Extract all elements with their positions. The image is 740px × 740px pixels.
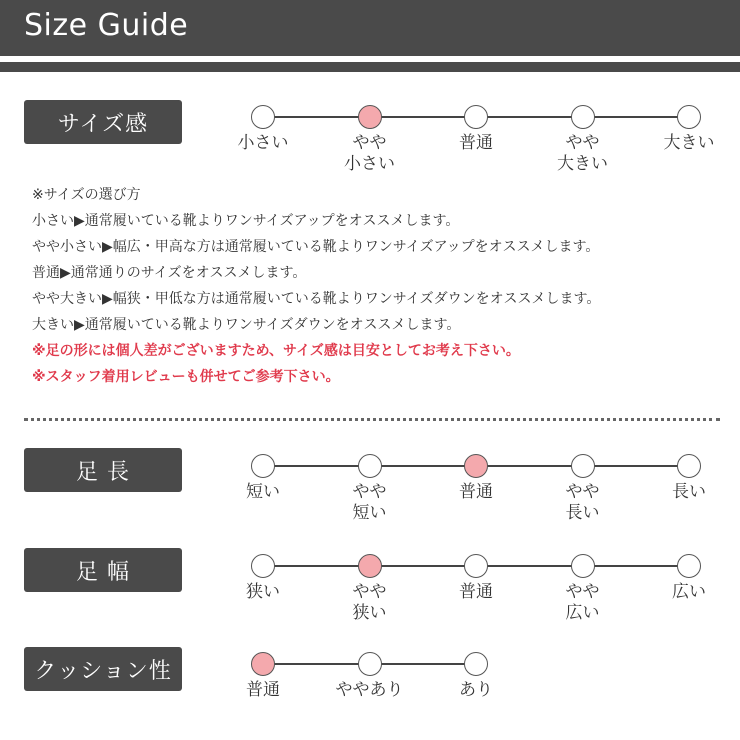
size-feel-label: サイズ感 <box>24 100 182 144</box>
scale-option-label: 普通 <box>459 482 493 502</box>
scale-dot <box>464 554 488 578</box>
page-title: Size Guide <box>24 8 189 43</box>
scale-option-label: やや 小さい <box>344 133 395 174</box>
notes-line: やや大きい▶幅狭・甲低な方は通常履いている靴よりワンサイズダウンをオススメします。 <box>32 291 601 307</box>
cushion-label: クッション性 <box>24 647 182 691</box>
scale-dot-selected <box>251 652 275 676</box>
warning-line: ※足の形には個人差がございますため、サイズ感は目安としてお考え下さい。 <box>32 343 520 359</box>
foot-width-label: 足 幅 <box>24 548 182 592</box>
scale-dot <box>358 652 382 676</box>
scale-option-label: ややあり <box>335 680 404 700</box>
scale-dot-selected <box>464 454 488 478</box>
scale-dot <box>571 554 595 578</box>
scale-dot <box>571 105 595 129</box>
scale-dot <box>251 105 275 129</box>
warning-line: ※スタッフ着用レビューも併せてご参考下さい。 <box>32 369 340 385</box>
scale-option-label: 狭い <box>246 582 280 602</box>
notes-heading: ※サイズの選び方 <box>32 187 141 203</box>
size-notes <box>32 182 732 390</box>
scale-option-label: やや 短い <box>352 482 387 523</box>
notes-line: 小さい▶通常履いている靴よりワンサイズアップをオススメします。 <box>32 213 460 229</box>
scale-dot <box>251 454 275 478</box>
scale-dot <box>358 454 382 478</box>
scale-option-label: 小さい <box>237 133 289 153</box>
notes-line: 大きい▶通常履いている靴よりワンサイズダウンをオススメします。 <box>32 317 461 333</box>
scale-option-label: やや 長い <box>565 482 600 523</box>
foot-length-label: 足 長 <box>24 448 182 492</box>
scale-option-label: やや 大きい <box>557 133 608 174</box>
scale-dot-selected <box>358 554 382 578</box>
scale-dot <box>571 454 595 478</box>
header-bar <box>0 0 740 56</box>
scale-option-label: 普通 <box>246 680 280 700</box>
scale-dot <box>677 454 701 478</box>
scale-option-label: 広い <box>672 582 706 602</box>
scale-dot <box>677 105 701 129</box>
scale-dot <box>464 652 488 676</box>
scale-option-label: 普通 <box>459 582 493 602</box>
scale-option-label: 長い <box>672 482 706 502</box>
header-rule <box>0 62 740 72</box>
notes-line: 普通▶通常通りのサイズをオススメします。 <box>32 265 307 281</box>
scale-option-label: 普通 <box>459 133 493 153</box>
scale-option-label: あり <box>459 680 493 700</box>
scale-option-label: 短い <box>246 482 280 502</box>
scale-option-label: やや 狭い <box>352 582 387 623</box>
scale-dot-selected <box>358 105 382 129</box>
notes-line: やや小さい▶幅広・甲高な方は通常履いている靴よりワンサイズアップをオススメします。 <box>32 239 600 255</box>
scale-dot <box>677 554 701 578</box>
section-divider <box>24 418 720 421</box>
scale-dot <box>464 105 488 129</box>
scale-dot <box>251 554 275 578</box>
scale-option-label: 大きい <box>663 133 715 153</box>
scale-option-label: やや 広い <box>565 582 600 623</box>
